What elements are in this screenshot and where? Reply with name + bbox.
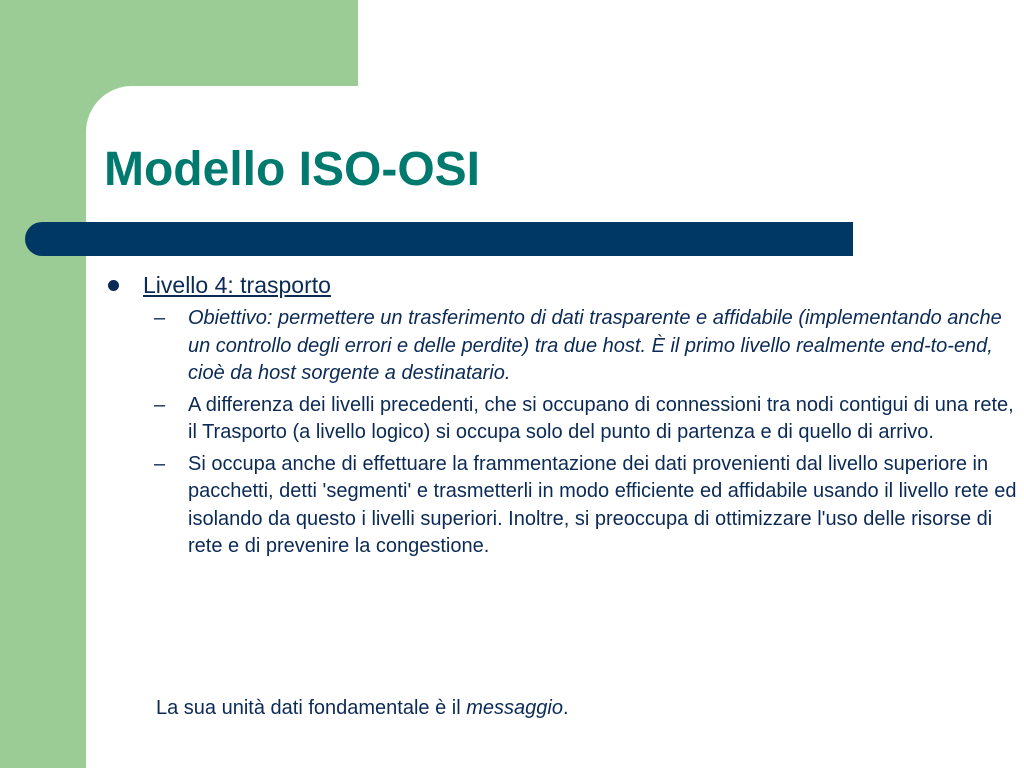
title-underline-bar bbox=[25, 222, 853, 256]
dash-icon: – bbox=[154, 393, 166, 416]
bullet-link[interactable]: Livello 4: trasporto bbox=[143, 272, 331, 298]
bullet-item bbox=[104, 268, 1019, 302]
footer-suffix: . bbox=[562, 697, 569, 719]
sub-item-text: Si occupa anche di effettuare la frammentazione dei dati provenienti dal livello superiore in pacchetti, detti 'segmenti' e trasmetterli in modo efficiente ed affidabile usando il livello rete ed isolando da questo i livelli superiori. Inoltre, si preoccupa di ottimizzare l'uso delle risorse di rete e di prevenire la congestione. bbox=[188, 452, 1017, 557]
slide-body bbox=[104, 268, 1019, 561]
bullet-dot-icon bbox=[108, 280, 119, 291]
sub-item-text: Obiettivo: permettere un trasferimento di dati trasparente e affidabile (implementando anche un controllo degli errori e delle perdite) tra due host. È il primo livello realmente end-to-end, cioè da host sorgente a destinatario. bbox=[188, 307, 1002, 384]
footer-note bbox=[156, 694, 569, 722]
footer-emphasis: messaggio bbox=[466, 697, 563, 719]
footer-prefix: La sua unità dati fondamentale è il bbox=[156, 697, 467, 719]
sub-item-text: A differenza dei livelli precedenti, che si occupano di connessioni tra nodi contigui di una rete, il Trasporto (a livello logico) si occupa solo del punto di partenza e di quello di arrivo. bbox=[188, 393, 1014, 443]
dash-icon: – bbox=[154, 307, 166, 329]
sub-item-difference bbox=[104, 392, 1019, 447]
slide-title: Modello ISO-OSI bbox=[104, 143, 481, 196]
sub-item-fragmentation bbox=[104, 451, 1019, 561]
sub-item-objective bbox=[104, 305, 1019, 388]
dash-icon: – bbox=[154, 452, 166, 475]
